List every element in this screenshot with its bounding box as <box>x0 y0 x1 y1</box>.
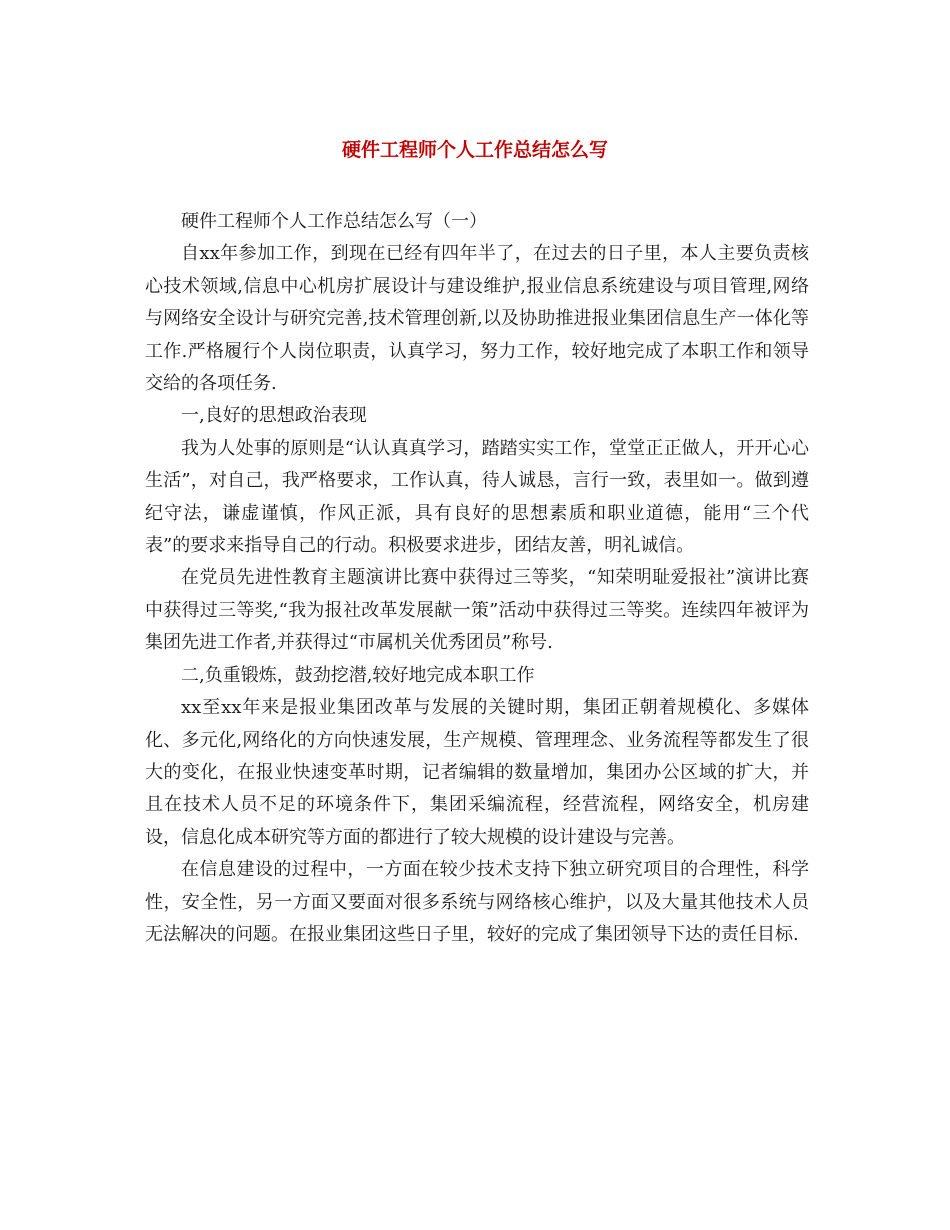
document-body <box>145 206 809 951</box>
heading-work: 二,负重锻炼，鼓劲挖潜,较好地完成本职工作 <box>181 664 535 686</box>
heading-political: 一,良好的思想政治表现 <box>181 405 367 427</box>
paragraph-reform: xx至xx年来是报业集团改革与发展的关键时期，集团正朝着规模化、多媒体化、多元化,网络化的方向快速发展，生产规模、管理理念、业务流程等都发生了很大的变化，在报业快速变革时期，记者编辑的数量增加，集团办公区域的扩大，并且在技术人员不足的环境条件下，集团采编流程，经营流程，网络安全，机房建设，信息化成本研究等方面的都进行了较大规模的设计建设与完善。 <box>145 697 809 848</box>
paragraph-intro: 自xx年参加工作，到现在已经有四年半了，在过去的日子里，本人主要负责核心技术领域,信息中心机房扩展设计与建设维护,报业信息系统建设与项目管理,网络与网络安全设计与研究完善,技术管理创新,以及协助推进报业集团信息生产一体化等工作.严格履行个人岗位职责，认真学习，努力工作，较好地完成了本职工作和领导交给的各项任务. <box>145 243 809 395</box>
paragraph-principles: 我为人处事的原则是“认认真真学习，踏踏实实工作，堂堂正正做人，开开心心生活”，对自己，我严格要求，工作认真，待人诚恳，言行一致，表里如一。做到遵纪守法，谦虚谨慎，作风正派，具有良好的思想素质和职业道德，能用“三个代表”的要求来指导自己的行动。积极要求进步，团结友善，明礼诚信。 <box>145 437 809 557</box>
document-title: 硬件工程师个人工作总结怎么写 <box>341 139 608 161</box>
paragraph-info-construction: 在信息建设的过程中，一方面在较少技术支持下独立研究项目的合理性，科学性，安全性，另一方面又要面对很多系统与网络核心维护，以及大量其他技术人员无法解决的问题。在报业集团这些日子里，较好的完成了集团领导下达的责任目标. <box>145 859 809 945</box>
paragraph-awards: 在党员先进性教育主题演讲比赛中获得过三等奖，“知荣明耻爱报社”演讲比赛中获得过三等奖,“我为报社改革发展献一策”活动中获得过三等奖。连续四年被评为集团先进工作者,并获得过“市属机关优秀团员”称号. <box>145 567 809 654</box>
section-subtitle: 硬件工程师个人工作总结怎么写（一） <box>181 211 487 232</box>
